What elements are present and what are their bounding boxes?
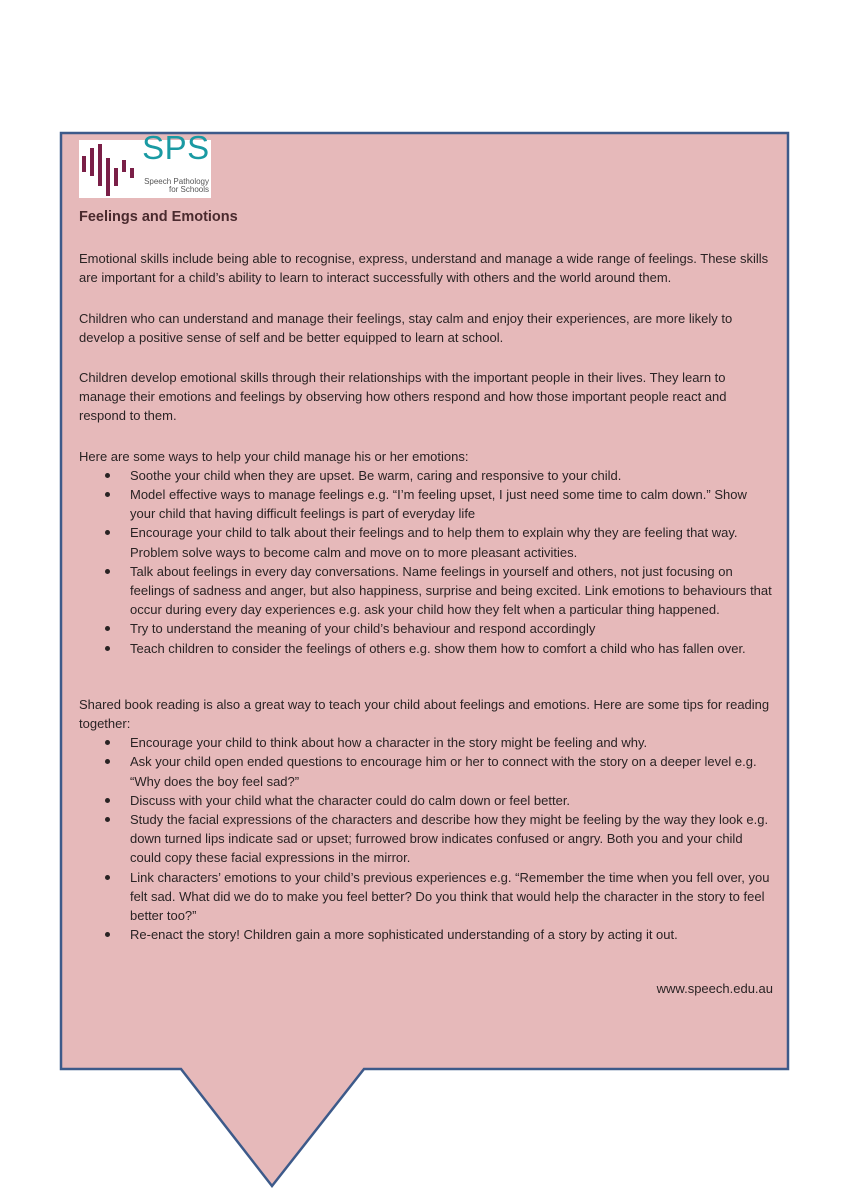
logo-subtitle: Speech Pathology for Schools: [144, 177, 209, 194]
bullet-icon: [105, 473, 110, 478]
bullet-icon: [105, 492, 110, 497]
logo-acronym: SPS: [142, 129, 210, 166]
bullet-icon: [105, 817, 110, 822]
list-item: Try to understand the meaning of your child’s behaviour and respond accordingly: [79, 619, 773, 638]
ways-list: [79, 466, 773, 658]
bullet-icon: [105, 875, 110, 880]
bullet-icon: [105, 626, 110, 631]
list-item: Re-enact the story! Children gain a more sophisticated understanding of a story by acting it out.: [79, 925, 773, 944]
bullet-icon: [105, 530, 110, 535]
list-item: Encourage your child to think about how a character in the story might be feeling and why.: [79, 733, 773, 752]
bullet-icon: [105, 798, 110, 803]
list-item: Soothe your child when they are upset. Be warm, caring and responsive to your child.: [79, 466, 773, 485]
reading-list: [79, 733, 773, 944]
bullet-icon: [105, 569, 110, 574]
website-url[interactable]: www.speech.edu.au: [656, 980, 773, 996]
bullet-icon: [105, 646, 110, 651]
list-item: Ask your child open ended questions to encourage him or her to connect with the story on a deeper level e.g. “Why does the boy feel sad?”: [79, 752, 773, 790]
intro-paragraph: Children develop emotional skills through their relationships with the important people in their lives. They learn to manage their emotions and feelings by observing how others respond and how those important people react and respond to them.: [79, 370, 727, 424]
list-item: Teach children to consider the feelings of others e.g. show them how to comfort a child who has fallen over.: [79, 639, 773, 658]
list-item: Talk about feelings in every day conversations. Name feelings in yourself and others, not just focusing on feelings of sadness and anger, but also happiness, surprise and being excited. Link emotions to behaviours that occur during every day experiences e.g. ask your child how they felt when a particular thing happened.: [79, 562, 773, 620]
reading-lead: Shared book reading is also a great way to teach your child about feelings and emotions. Here are some tips for reading together:: [79, 696, 770, 732]
page-title: Feelings and Emotions: [79, 209, 238, 225]
bullet-icon: [105, 932, 110, 937]
document-body: [79, 129, 773, 998]
list-item: Study the facial expressions of the characters and describe how they might be feeling by the way they look e.g. down turned lips indicate sad or upset; furrowed brow indicates confused or angry. Both you and your child could copy these facial expressions in the mirror.: [79, 810, 773, 868]
bullet-icon: [105, 759, 110, 764]
list-item: Discuss with your child what the character could do calm down or feel better.: [79, 791, 773, 810]
bullet-icon: [105, 740, 110, 745]
intro-paragraph: Emotional skills include being able to recognise, express, understand and manage a wide range of feelings. These skills are important for a child’s ability to learn to interact successfully with others and the world around them.: [79, 251, 769, 286]
ways-lead: Here are some ways to help your child manage his or her emotions:: [79, 448, 469, 464]
logo-bars-icon: [79, 142, 140, 196]
intro-paragraph: Children who can understand and manage their feelings, stay calm and enjoy their experiences, are more likely to develop a positive sense of self and be better equipped to learn at school.: [79, 310, 733, 345]
sps-logo: [79, 129, 211, 198]
list-item: Model effective ways to manage feelings e.g. “I’m feeling upset, I just need some time to calm down.” Show your child that having difficult feelings is part of everyday life: [79, 485, 773, 523]
list-item: Link characters’ emotions to your child’s previous experiences e.g. “Remember the time when you fell over, you felt sad. What did we do to make you feel better? Do you think that would help the character in the story to feel better too?”: [79, 868, 773, 926]
list-item: Encourage your child to talk about their feelings and to help them to explain why they are feeling that way. Problem solve ways to become calm and move on to more pleasant activities.: [79, 523, 773, 561]
